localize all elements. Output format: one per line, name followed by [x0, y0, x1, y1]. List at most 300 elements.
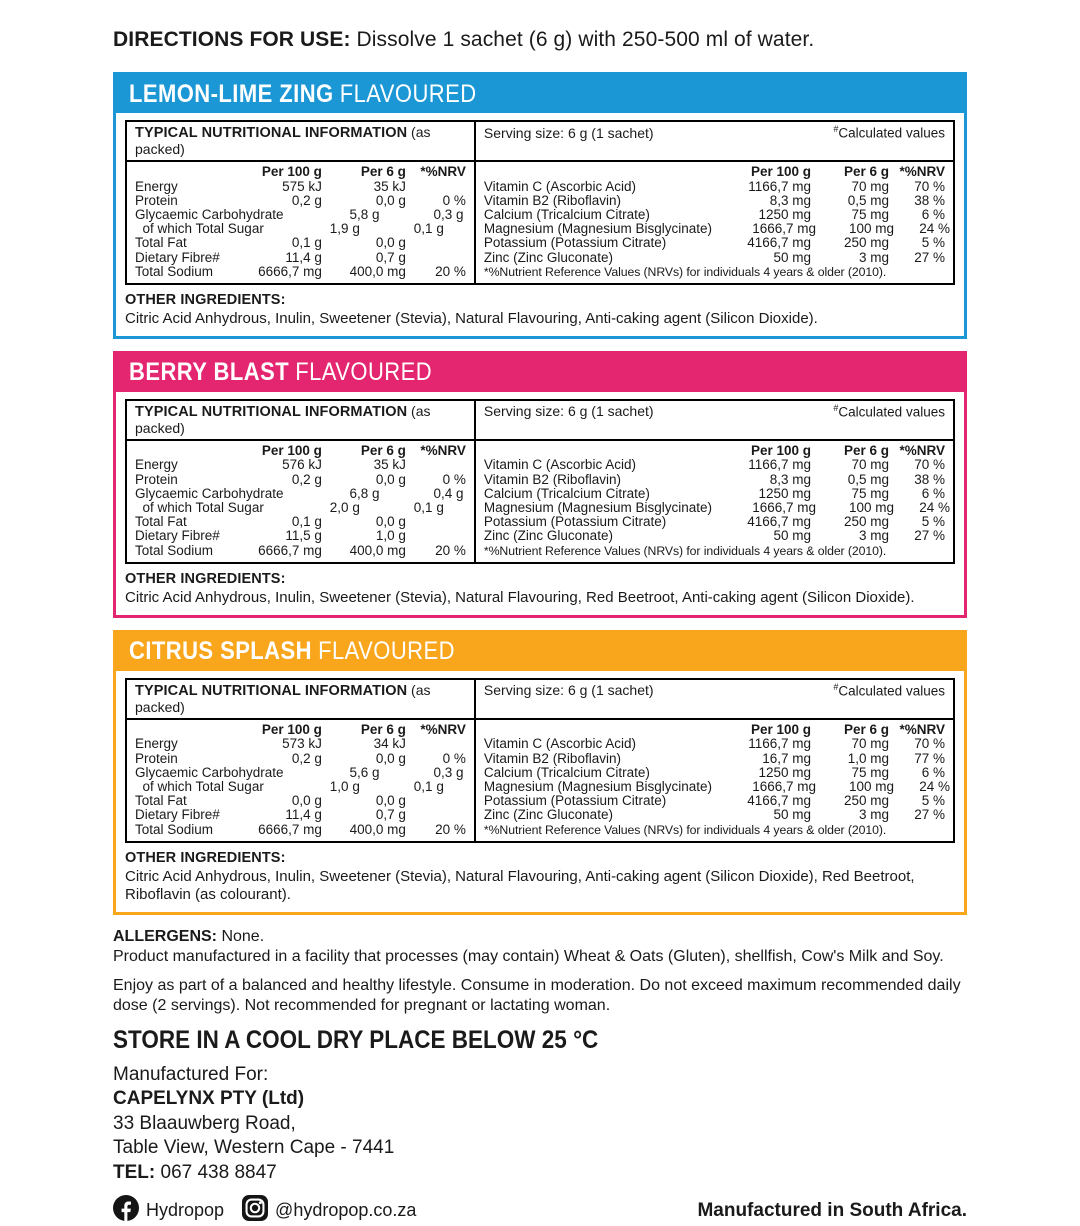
col-per-6g: Per 6 g: [843, 164, 889, 179]
consumption-advice: Enjoy as part of a balanced and healthy lifestyle. Consume in moderation. Do not exceed maximum recommended daily dose (2 servings). Not recommended for pregnant or lactating woman.: [113, 976, 961, 1014]
nutrient-label: Energy: [135, 457, 178, 473]
flavour-header: [116, 354, 964, 392]
calculated-values: [833, 682, 945, 699]
allergens-label: ALLERGENS:: [113, 927, 217, 945]
table-title-row: [127, 401, 953, 441]
nutrient-value: 0,1 g: [413, 221, 444, 237]
facility-statement: Product manufactured in a facility that processes (may contain) Wheat & Oats (Gluten), shellfish, Cow's Milk and Soy.: [113, 947, 944, 965]
nutrient-label: Total Sodium: [135, 821, 214, 837]
other-ingredients-label: OTHER INGREDIENTS:: [125, 570, 286, 587]
nrv-footnote: *%Nutrient Reference Values (NRVs) for individuals 4 years & older (2010).: [483, 822, 887, 837]
col-per-100g: Per 100 g: [261, 442, 322, 458]
nutrient-value: 0,0 g: [375, 235, 406, 251]
nutrition-row: [135, 515, 466, 529]
nutrient-value: 75 mg: [851, 764, 889, 780]
nutrient-label: Glycaemic Carbohydrate: [135, 764, 284, 780]
nutrition-row: [484, 737, 945, 751]
table-title-text: TYPICAL NUTRITIONAL INFORMATION: [135, 403, 408, 420]
manufacturer-address-line2: Table View, Western Cape - 7441: [113, 1137, 395, 1159]
nutrient-value: 38 %: [914, 192, 945, 208]
flavour-panel-berry-blast: [113, 351, 967, 618]
macro-rows: [135, 458, 466, 557]
other-ingredients-label: OTHER INGREDIENTS:: [125, 291, 286, 308]
manufactured-for-label: Manufactured For:: [113, 1063, 269, 1085]
nutrient-value: 24 %: [919, 500, 950, 516]
nutrition-row: [135, 194, 466, 208]
nutrient-value: 1166,7 mg: [748, 457, 811, 473]
col-per-100g: Per 100 g: [750, 164, 811, 179]
nutrient-value: 3 mg: [858, 528, 889, 544]
nutrition-row: [484, 766, 945, 780]
nutrition-row: [135, 251, 466, 265]
nutrient-value: 1666,7 mg: [752, 221, 816, 237]
nutrient-label: Potassium (Potassium Citrate): [483, 514, 667, 530]
nutrient-label: Total Fat: [135, 235, 187, 251]
nutrient-value: 6 %: [921, 764, 945, 780]
instagram-icon: [242, 1195, 268, 1226]
micro-columns: [474, 720, 953, 841]
nutrient-value: 77 %: [914, 750, 945, 766]
nutrient-value: 5 %: [921, 514, 945, 530]
other-ingredients-label: OTHER INGREDIENTS:: [125, 849, 286, 866]
nutrition-row: [484, 808, 945, 822]
nutrient-value: 20 %: [435, 821, 466, 837]
nutrient-value: 70 mg: [851, 736, 889, 752]
directions-text: Dissolve 1 sachet (6 g) with 250-500 ml of water.: [356, 28, 815, 51]
nutrient-value: 0,7 g: [375, 249, 406, 265]
nutrition-row: [484, 208, 945, 222]
nutrition-row: [135, 737, 466, 751]
nutrient-label: Glycaemic Carbohydrate: [135, 206, 284, 222]
nutrient-value: 1250 mg: [758, 206, 811, 222]
nutrient-value: 8,3 mg: [769, 192, 811, 208]
nutrient-label: Vitamin B2 (Riboflavin): [483, 192, 621, 208]
nutrition-row: [483, 500, 950, 516]
micro-rows: [483, 457, 950, 544]
nutrient-label: Calcium (Tricalcium Citrate): [483, 206, 650, 222]
col-per-6g: Per 6 g: [843, 721, 889, 737]
nutrient-value: 100 mg: [848, 221, 894, 237]
nutrient-label: Potassium (Potassium Citrate): [483, 235, 667, 251]
flavour-header: [116, 633, 964, 671]
nutrient-value: 1,0 mg: [847, 750, 889, 766]
nutrient-value: 0,2 g: [291, 750, 322, 766]
nutrient-value: 0,1 g: [291, 235, 322, 251]
nutrient-value: 250 mg: [843, 235, 889, 251]
nutrient-value: 35 kJ: [373, 178, 406, 194]
nutrient-value: 75 mg: [851, 485, 889, 501]
manufacturer-name: CAPELYNX PTY (Ltd): [113, 1088, 305, 1110]
nutrient-value: 1666,7 mg: [752, 778, 816, 794]
macro-rows: [135, 180, 466, 279]
nutrient-value: 100 mg: [848, 778, 894, 794]
flavour-name: LEMON-LIME ZING: [129, 79, 334, 108]
nutrition-table: [125, 678, 955, 843]
nrv-footnote: *%Nutrient Reference Values (NRVs) for individuals 4 years & older (2010).: [483, 543, 887, 558]
nutrient-value: 70 %: [914, 457, 945, 473]
nutrient-value: 70 mg: [851, 178, 889, 194]
serving-size: Serving size: 6 g (1 sachet): [483, 403, 654, 420]
social-handles: [113, 1195, 416, 1226]
nutrition-row: [135, 780, 466, 794]
nutrition-row: [135, 236, 466, 250]
nutrient-value: 20 %: [435, 542, 466, 558]
serving-row: [474, 401, 953, 439]
nutrient-value: 0,1 g: [413, 500, 444, 516]
nutrient-value: 20 %: [435, 263, 466, 279]
nutrient-label: Energy: [135, 178, 178, 194]
nutrition-row: [484, 794, 945, 808]
nutrient-value: 75 mg: [851, 206, 889, 222]
panel-body: [116, 392, 964, 615]
nutrition-row: [484, 473, 945, 487]
other-ingredients-text: Citric Acid Anhydrous, Inulin, Sweetener (Stevia), Natural Flavouring, Red Beetroot, Anti-caking agent (Silicon Dioxide).: [125, 588, 915, 606]
nutrition-row: [135, 823, 466, 837]
calc-sup: #: [833, 681, 839, 692]
nrv-footnote: *%Nutrient Reference Values (NRVs) for individuals 4 years & older (2010).: [483, 264, 887, 279]
facebook-handle: [113, 1195, 224, 1226]
nutrient-label: Dietary Fibre#: [135, 807, 220, 823]
nutrient-label: of which Total Sugar: [135, 221, 264, 237]
flavoured-label: FLAVOURED: [318, 637, 455, 666]
column-headers: [135, 722, 466, 738]
manufacturer-block: [113, 1063, 967, 1186]
nutrient-value: 16,7 mg: [762, 750, 811, 766]
facebook-icon: [113, 1195, 139, 1226]
other-ingredients-text: Citric Acid Anhydrous, Inulin, Sweetener (Stevia), Natural Flavouring, Anti-caking agent (Silicon Dioxide).: [125, 309, 818, 327]
nutrient-label: Vitamin C (Ascorbic Acid): [483, 178, 636, 194]
calc-label: Calculated values: [838, 404, 945, 420]
nutrient-value: 8,3 mg: [769, 471, 811, 487]
nutrient-value: 6,8 g: [349, 485, 380, 501]
nutrient-value: 50 mg: [773, 528, 811, 544]
nutrient-value: 6666,7 mg: [258, 821, 322, 837]
table-title-text: TYPICAL NUTRITIONAL INFORMATION: [135, 682, 408, 699]
nutrient-label: Magnesium (Magnesium Bisglycinate): [483, 221, 712, 237]
nutrient-value: 0,7 g: [375, 807, 406, 823]
col-nrv: *%NRV: [899, 721, 945, 737]
nutrient-value: 4166,7 mg: [747, 235, 811, 251]
nutrient-value: 1,0 g: [375, 528, 406, 544]
nutrient-value: 1,9 g: [329, 221, 360, 237]
nutrition-row: [135, 458, 466, 472]
nutrient-label: Magnesium (Magnesium Bisglycinate): [483, 500, 712, 516]
nutrient-value: 0 %: [442, 192, 466, 208]
as-packed-text: (as packed): [135, 402, 431, 436]
nutrition-row: [484, 458, 945, 472]
nutrient-value: 0,0 g: [375, 514, 406, 530]
table-title: [127, 122, 474, 160]
nutrient-value: 0,1 g: [413, 778, 444, 794]
nutrient-value: 0,2 g: [291, 192, 322, 208]
nutrition-row: [484, 529, 945, 543]
nutrient-value: 0,1 g: [291, 514, 322, 530]
nutrition-row: [135, 180, 466, 194]
col-per-6g: Per 6 g: [360, 442, 406, 458]
nutrient-value: 24 %: [919, 221, 950, 237]
nutrient-value: 6 %: [921, 485, 945, 501]
storage-text: STORE IN A COOL DRY PLACE BELOW 25 °C: [113, 1025, 599, 1054]
nutrient-value: 1250 mg: [758, 764, 811, 780]
nutrient-value: 0,0 g: [375, 750, 406, 766]
col-per-100g: Per 100 g: [750, 442, 811, 458]
storage-instruction: [113, 1026, 967, 1055]
table-body: [127, 441, 953, 562]
nutrient-label: Potassium (Potassium Citrate): [483, 793, 667, 809]
nutrient-value: 0,3 g: [433, 764, 464, 780]
nutrient-value: 11,5 g: [285, 528, 322, 544]
nutrient-value: 24 %: [919, 778, 950, 794]
nutrient-value: 50 mg: [773, 249, 811, 265]
table-body: [127, 162, 953, 283]
col-per-100g: Per 100 g: [750, 721, 811, 737]
column-headers: [484, 164, 945, 180]
nutrient-value: 400,0 mg: [349, 263, 406, 279]
nutrient-value: 0 %: [442, 471, 466, 487]
nutrient-label: Energy: [135, 736, 178, 752]
nutrient-value: 70 %: [914, 178, 945, 194]
col-per-100g: Per 100 g: [261, 164, 322, 179]
nutrient-value: 1666,7 mg: [752, 500, 816, 516]
flavour-name: CITRUS SPLASH: [129, 637, 312, 666]
col-nrv: *%NRV: [420, 442, 466, 458]
nutrient-value: 0,4 g: [433, 485, 464, 501]
nutrient-label: Total Fat: [135, 793, 187, 809]
nutrient-label: Protein: [135, 192, 178, 208]
nutrient-value: 100 mg: [848, 500, 894, 516]
nutrient-value: 575 kJ: [282, 178, 322, 194]
as-packed-text: (as packed): [135, 124, 431, 157]
column-headers: [484, 722, 945, 738]
nutrition-table: [125, 120, 955, 285]
nutrient-label: Dietary Fibre#: [135, 249, 220, 265]
nutrient-label: Total Sodium: [135, 542, 214, 558]
nutrient-label: Vitamin C (Ascorbic Acid): [483, 736, 636, 752]
nutrient-label: Calcium (Tricalcium Citrate): [483, 764, 650, 780]
nutrition-row: [484, 487, 945, 501]
serving-size: Serving size: 6 g (1 sachet): [483, 124, 654, 141]
serving-row: [474, 122, 953, 160]
nutrient-value: 573 kJ: [282, 736, 322, 752]
nutrient-value: 1,0 g: [329, 778, 360, 794]
nutrient-label: Zinc (Zinc Gluconate): [483, 807, 613, 823]
nutrient-value: 400,0 mg: [349, 821, 406, 837]
nutrient-value: 6 %: [921, 206, 945, 222]
manufacturer-address-line1: 33 Blaauwberg Road,: [113, 1112, 296, 1134]
nutrient-value: 4166,7 mg: [747, 793, 811, 809]
nutrition-row: [135, 529, 466, 543]
nutrient-value: 11,4 g: [285, 807, 322, 823]
instagram-handle-text: @hydropop.co.za: [275, 1200, 417, 1221]
made-in-statement: Manufactured in South Africa.: [697, 1199, 967, 1221]
nutrition-row: [135, 222, 466, 236]
col-nrv: *%NRV: [420, 721, 466, 737]
nutrient-value: 0,0 g: [291, 793, 322, 809]
nutrition-row: [135, 766, 466, 780]
micro-rows: [483, 736, 950, 823]
nutrient-value: 400,0 mg: [349, 542, 406, 558]
calculated-values: [833, 403, 945, 420]
nutrient-value: 5 %: [921, 235, 945, 251]
flavour-header: [116, 75, 964, 113]
footer: [113, 1195, 967, 1226]
nutrient-value: 34 kJ: [373, 736, 406, 752]
col-per-100g: Per 100 g: [261, 721, 322, 737]
micro-columns: [474, 162, 953, 283]
nutrient-value: 2,0 g: [329, 500, 360, 516]
column-headers: [484, 443, 945, 459]
nutrient-value: 27 %: [914, 528, 945, 544]
nutrient-value: 27 %: [914, 807, 945, 823]
panel-body: [116, 113, 964, 336]
as-packed-text: (as packed): [135, 681, 431, 715]
instagram-handle: [242, 1195, 416, 1226]
table-title-text: TYPICAL NUTRITIONAL INFORMATION: [135, 125, 408, 141]
flavour-title: [129, 637, 455, 666]
nutrient-value: 70 %: [914, 736, 945, 752]
nutrition-row: [484, 251, 945, 265]
col-per-6g: Per 6 g: [360, 164, 406, 179]
nutrient-label: Magnesium (Magnesium Bisglycinate): [483, 778, 712, 794]
nutrient-label: Calcium (Tricalcium Citrate): [483, 485, 650, 501]
tel-label: TEL:: [113, 1161, 156, 1183]
nutrient-value: 27 %: [914, 249, 945, 265]
allergens-value: None.: [221, 927, 265, 945]
calc-sup: #: [833, 402, 839, 413]
nutrient-value: 4166,7 mg: [747, 514, 811, 530]
tel-number: 067 438 8847: [160, 1161, 277, 1183]
nutrient-label: Protein: [135, 471, 178, 487]
macro-rows: [135, 737, 466, 836]
nutrient-value: 35 kJ: [373, 457, 406, 473]
nutrition-row: [484, 194, 945, 208]
nutrient-label: Total Sodium: [135, 263, 214, 279]
nutrient-value: 0,5 mg: [847, 471, 889, 487]
nutrition-row: [135, 501, 466, 515]
nutrient-value: 3 mg: [858, 249, 889, 265]
nutrient-value: 0,0 g: [375, 471, 406, 487]
nutrient-value: 1250 mg: [758, 485, 811, 501]
flavour-panel-lemon-lime: [113, 72, 967, 339]
nutrient-label: Protein: [135, 750, 178, 766]
nutrition-table: [125, 399, 955, 564]
nutrient-value: 6666,7 mg: [258, 542, 322, 558]
nutrient-value: 0 %: [442, 750, 466, 766]
allergens-block: [113, 927, 967, 967]
nutrient-value: 11,4 g: [285, 249, 322, 265]
nutrient-value: 1166,7 mg: [748, 178, 811, 194]
nutrient-label: Vitamin C (Ascorbic Acid): [483, 457, 636, 473]
calculated-values: [833, 124, 945, 141]
nutrition-row: [135, 265, 466, 279]
nutrient-value: 250 mg: [843, 514, 889, 530]
nutrition-row: [135, 473, 466, 487]
nutrition-row: [484, 515, 945, 529]
nutrient-label: of which Total Sugar: [135, 500, 264, 516]
nutrient-label: Vitamin B2 (Riboflavin): [483, 750, 621, 766]
nutrient-label: Zinc (Zinc Gluconate): [483, 249, 613, 265]
nutrient-label: of which Total Sugar: [135, 778, 264, 794]
nutrient-label: Glycaemic Carbohydrate: [135, 485, 284, 501]
calc-sup: #: [833, 124, 839, 134]
flavoured-label: FLAVOURED: [295, 358, 433, 387]
nutrition-row: [135, 208, 466, 222]
table-body: [127, 720, 953, 841]
col-nrv: *%NRV: [899, 164, 945, 179]
nutrient-value: 250 mg: [843, 793, 889, 809]
nutrient-value: 3 mg: [858, 807, 889, 823]
nutrient-value: 5,6 g: [349, 764, 380, 780]
nutrient-value: 5,8 g: [349, 206, 380, 222]
nutrient-label: Vitamin B2 (Riboflavin): [483, 471, 621, 487]
nutrient-value: 0,5 mg: [847, 192, 889, 208]
other-ingredients-text: Citric Acid Anhydrous, Inulin, Sweetener (Stevia), Natural Flavouring, Anti-caking agent (Silicon Dioxide), Red Beetroot, Riboflavin (as colourant).: [125, 867, 915, 903]
flavour-title: [129, 358, 432, 387]
nutrition-row: [135, 752, 466, 766]
macro-columns: [127, 162, 474, 283]
nutrition-row: [135, 487, 466, 501]
col-per-6g: Per 6 g: [843, 442, 889, 458]
nutrient-label: Zinc (Zinc Gluconate): [483, 528, 613, 544]
macro-columns: [127, 441, 474, 562]
flavour-panel-citrus-splash: [113, 630, 967, 915]
calc-label: Calculated values: [838, 683, 945, 699]
col-per-6g: Per 6 g: [360, 721, 406, 737]
column-headers: [135, 164, 466, 180]
nutrient-value: 0,3 g: [433, 206, 464, 222]
nutrition-row: [483, 221, 950, 237]
table-title: [127, 401, 474, 439]
macro-columns: [127, 720, 474, 841]
nutrient-value: 0,2 g: [291, 471, 322, 487]
nutrient-value: 0,0 g: [375, 192, 406, 208]
nutrient-value: 6666,7 mg: [258, 263, 322, 279]
nutrition-row: [483, 778, 950, 794]
nutrient-label: Dietary Fibre#: [135, 528, 220, 544]
micro-rows: [483, 178, 950, 265]
nutrient-value: 70 mg: [851, 457, 889, 473]
nutrition-row: [135, 544, 466, 558]
table-title-row: [127, 680, 953, 720]
panel-body: [116, 671, 964, 912]
micro-columns: [474, 441, 953, 562]
nutrient-value: 576 kJ: [282, 457, 322, 473]
directions-label: DIRECTIONS FOR USE:: [113, 28, 351, 51]
facebook-handle-text: Hydropop: [146, 1200, 225, 1221]
nutrition-row: [484, 752, 945, 766]
nutrient-value: 38 %: [914, 471, 945, 487]
nutrient-value: 0,0 g: [375, 793, 406, 809]
column-headers: [135, 443, 466, 459]
table-title: [127, 680, 474, 718]
nutrient-value: 5 %: [921, 793, 945, 809]
serving-size: Serving size: 6 g (1 sachet): [483, 682, 654, 699]
nutrient-label: Total Fat: [135, 514, 187, 530]
nutrient-value: 50 mg: [773, 807, 811, 823]
nutrition-row: [484, 180, 945, 194]
col-nrv: *%NRV: [899, 442, 945, 458]
calc-label: Calculated values: [838, 125, 945, 141]
flavour-title: [129, 80, 477, 109]
nutrition-row: [135, 794, 466, 808]
nutrition-row: [135, 808, 466, 822]
flavoured-label: FLAVOURED: [339, 79, 477, 108]
flavour-name: BERRY BLAST: [129, 358, 290, 387]
table-title-row: [127, 122, 953, 162]
serving-row: [474, 680, 953, 718]
directions-for-use: [113, 28, 967, 52]
nutrition-row: [484, 236, 945, 250]
